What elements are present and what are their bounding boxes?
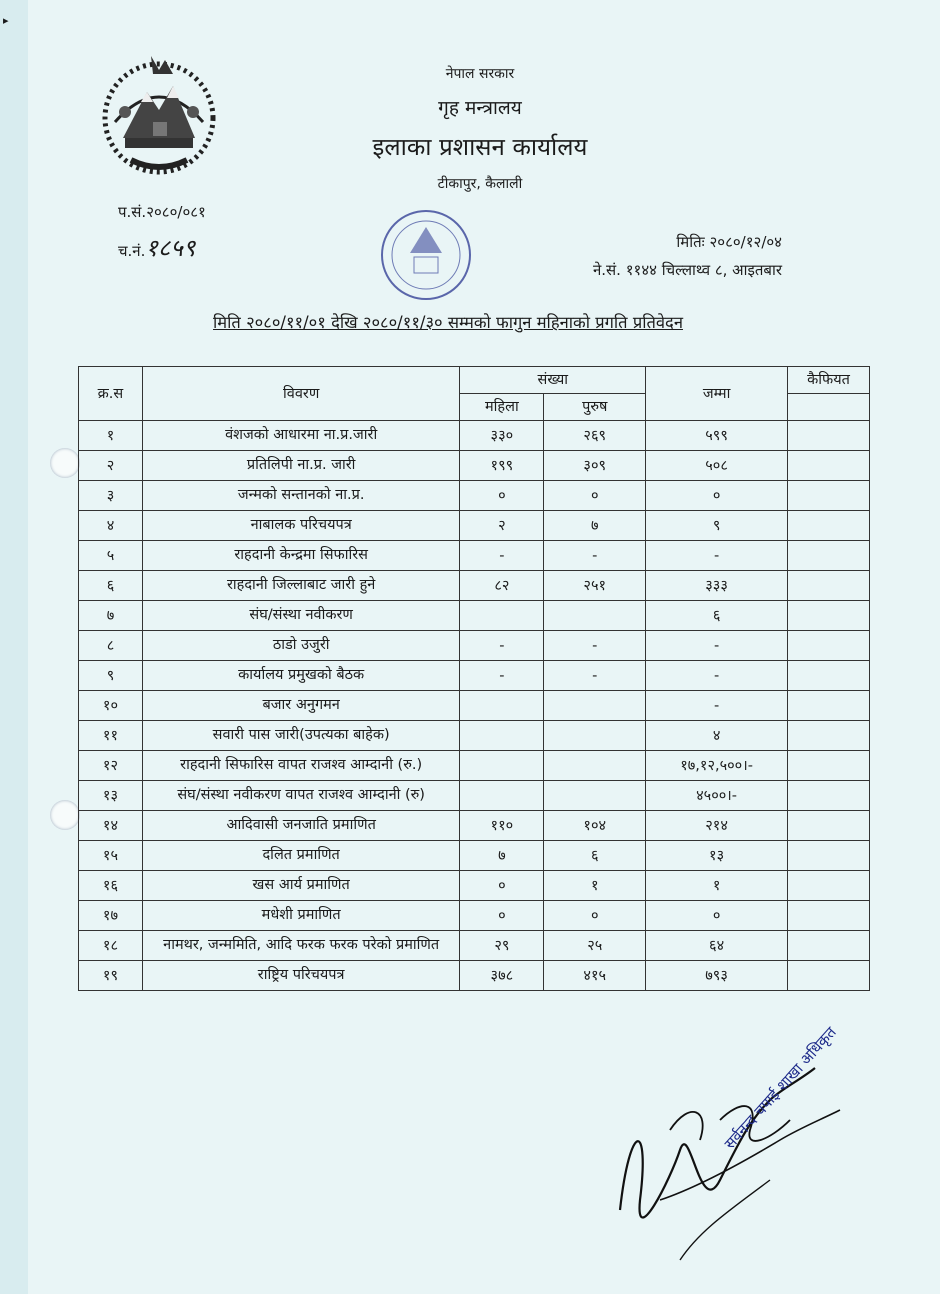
- cell-male: २६९: [544, 421, 646, 451]
- cell-description: राहदानी जिल्लाबाट जारी हुने: [142, 571, 459, 601]
- cell-female: ३७८: [460, 961, 544, 991]
- cell-female: [460, 601, 544, 631]
- cell-female: १९९: [460, 451, 544, 481]
- cell-total: -: [646, 541, 788, 571]
- cell-total: ६: [646, 601, 788, 631]
- cell-total: ९: [646, 511, 788, 541]
- cell-male: [544, 691, 646, 721]
- ps-value: २०८०/०८१: [146, 203, 206, 221]
- cell-total: ५९९: [646, 421, 788, 451]
- header-remarks: कैफियत: [788, 367, 870, 394]
- cell-remarks: [788, 601, 870, 631]
- table-row: [79, 601, 870, 631]
- date-nepal-sambat: ने.सं. ११४४ चिल्लाथ्व ८, आइतबार: [592, 261, 782, 279]
- government-name: नेपाल सरकार: [445, 66, 515, 82]
- table-row: [79, 421, 870, 451]
- cell-remarks: [788, 541, 870, 571]
- cell-sn: १३: [79, 781, 143, 811]
- table-row: [79, 871, 870, 901]
- cell-total: ४: [646, 721, 788, 751]
- cell-sn: ३: [79, 481, 143, 511]
- cell-female: ७: [460, 841, 544, 871]
- cell-total: -: [646, 631, 788, 661]
- cell-sn: ११: [79, 721, 143, 751]
- progress-table: [78, 366, 870, 991]
- reference-ps: [118, 202, 206, 222]
- cell-remarks: [788, 721, 870, 751]
- table-row: [79, 481, 870, 511]
- table-row: [79, 511, 870, 541]
- cell-female: ३३०: [460, 421, 544, 451]
- cell-remarks: [788, 421, 870, 451]
- cell-description: राष्ट्रिय परिचयपत्र: [142, 961, 459, 991]
- office-name: इलाका प्रशासन कार्यालय: [372, 133, 588, 161]
- header-description: विवरण: [142, 367, 459, 421]
- cell-description: बजार अनुगमन: [142, 691, 459, 721]
- cell-female: २९: [460, 931, 544, 961]
- cell-female: ११०: [460, 811, 544, 841]
- official-stamp-text: सर्वनन्द चपाई शाखा अधिकृत: [720, 1023, 840, 1153]
- cell-total: -: [646, 691, 788, 721]
- cell-female: [460, 691, 544, 721]
- cell-total: १७,१२,५००।-: [646, 751, 788, 781]
- cell-female: [460, 781, 544, 811]
- cell-description: संघ/संस्था नवीकरण वापत राजश्व आम्दानी (रु): [142, 781, 459, 811]
- cell-description: प्रतिलिपी ना.प्र. जारी: [142, 451, 459, 481]
- table-row: [79, 931, 870, 961]
- cell-sn: ९: [79, 661, 143, 691]
- cell-total: ७९३: [646, 961, 788, 991]
- cell-remarks: [788, 691, 870, 721]
- cell-sn: ६: [79, 571, 143, 601]
- cell-female: [460, 721, 544, 751]
- header-sn: क्र.स: [79, 367, 143, 421]
- cell-sn: ४: [79, 511, 143, 541]
- table-row: [79, 451, 870, 481]
- cell-remarks: [788, 751, 870, 781]
- table-header-row: [79, 367, 870, 394]
- cell-male: ३०९: [544, 451, 646, 481]
- cell-remarks: [788, 631, 870, 661]
- cell-female: ०: [460, 871, 544, 901]
- cell-total: ४५००।-: [646, 781, 788, 811]
- cell-male: [544, 601, 646, 631]
- cell-description: आदिवासी जनजाति प्रमाणित: [142, 811, 459, 841]
- cell-sn: ७: [79, 601, 143, 631]
- cell-description: नामथर, जन्ममिति, आदि फरक फरक परेको प्रमाणित: [142, 931, 459, 961]
- cell-description: नाबालक परिचयपत्र: [142, 511, 459, 541]
- cell-male: ०: [544, 481, 646, 511]
- cell-total: ३३३: [646, 571, 788, 601]
- header-female: महिला: [460, 394, 544, 421]
- table-row: [79, 571, 870, 601]
- table-row: [79, 781, 870, 811]
- cell-total: १३: [646, 841, 788, 871]
- date-miti: मितिः २०८०/१२/०४: [676, 233, 782, 251]
- office-location: टीकापुर, कैलाली: [437, 176, 523, 192]
- cell-description: संघ/संस्था नवीकरण: [142, 601, 459, 631]
- cell-remarks: [788, 931, 870, 961]
- cell-male: २५१: [544, 571, 646, 601]
- cell-male: [544, 721, 646, 751]
- table-row: [79, 751, 870, 781]
- cell-male: ७: [544, 511, 646, 541]
- table-row: [79, 901, 870, 931]
- cell-sn: १०: [79, 691, 143, 721]
- punch-hole-bottom: [50, 800, 80, 830]
- table-row: [79, 631, 870, 661]
- cell-description: कार्यालय प्रमुखको बैठक: [142, 661, 459, 691]
- cell-sn: १५: [79, 841, 143, 871]
- cell-female: -: [460, 661, 544, 691]
- cell-remarks: [788, 781, 870, 811]
- cell-sn: २: [79, 451, 143, 481]
- cell-total: ५०८: [646, 451, 788, 481]
- cell-total: ०: [646, 901, 788, 931]
- header-count: संख्या: [460, 367, 646, 394]
- header-remarks-blank: [788, 394, 870, 421]
- table-row: [79, 811, 870, 841]
- cell-total: २१४: [646, 811, 788, 841]
- header-total: जम्मा: [646, 367, 788, 421]
- header-male: पुरुष: [544, 394, 646, 421]
- cell-male: १०४: [544, 811, 646, 841]
- ministry-name: गृह मन्त्रालय: [438, 97, 522, 119]
- cell-sn: १७: [79, 901, 143, 931]
- cell-sn: १९: [79, 961, 143, 991]
- table-row: [79, 691, 870, 721]
- cn-label: च.नं.: [118, 242, 146, 260]
- punch-hole-top: [50, 448, 80, 478]
- cell-remarks: [788, 841, 870, 871]
- cell-description: सवारी पास जारी(उपत्यका बाहेक): [142, 721, 459, 751]
- cell-sn: ८: [79, 631, 143, 661]
- table-row: [79, 721, 870, 751]
- cell-total: १: [646, 871, 788, 901]
- cell-male: ०: [544, 901, 646, 931]
- cell-description: ठाडो उजुरी: [142, 631, 459, 661]
- cell-total: -: [646, 661, 788, 691]
- office-stamp-icon: [372, 205, 480, 305]
- cell-sn: १८: [79, 931, 143, 961]
- cell-female: ०: [460, 901, 544, 931]
- cell-description: खस आर्य प्रमाणित: [142, 871, 459, 901]
- cell-male: -: [544, 661, 646, 691]
- cell-female: -: [460, 631, 544, 661]
- cell-remarks: [788, 481, 870, 511]
- cell-description: जन्मको सन्तानको ना.प्र.: [142, 481, 459, 511]
- cell-description: राहदानी केन्द्रमा सिफारिस: [142, 541, 459, 571]
- cell-female: ०: [460, 481, 544, 511]
- cn-value: १८५९: [145, 234, 196, 262]
- cell-male: ६: [544, 841, 646, 871]
- report-title: मिति २०८०/११/०१ देखि २०८०/११/३० सम्मको फागुन महिनाको प्रगति प्रतिवेदन: [213, 313, 683, 332]
- reference-cn: [118, 231, 195, 264]
- cell-description: दलित प्रमाणित: [142, 841, 459, 871]
- cell-sn: १६: [79, 871, 143, 901]
- nepal-emblem-icon: [95, 52, 223, 176]
- cell-total: ०: [646, 481, 788, 511]
- cell-description: राहदानी सिफारिस वापत राजश्व आम्दानी (रु.): [142, 751, 459, 781]
- cell-male: ४१५: [544, 961, 646, 991]
- cell-female: २: [460, 511, 544, 541]
- cell-male: २५: [544, 931, 646, 961]
- cell-male: -: [544, 541, 646, 571]
- handwritten-signature-icon: [600, 1060, 860, 1270]
- cell-sn: १४: [79, 811, 143, 841]
- cell-female: ८२: [460, 571, 544, 601]
- cell-remarks: [788, 661, 870, 691]
- cell-total: ६४: [646, 931, 788, 961]
- cell-male: -: [544, 631, 646, 661]
- cell-female: -: [460, 541, 544, 571]
- cell-sn: १२: [79, 751, 143, 781]
- table-row: [79, 661, 870, 691]
- cell-remarks: [788, 961, 870, 991]
- cell-description: वंशजको आधारमा ना.प्र.जारी: [142, 421, 459, 451]
- table-row: [79, 841, 870, 871]
- ps-label: प.सं.: [118, 203, 147, 221]
- cell-female: [460, 751, 544, 781]
- cell-remarks: [788, 451, 870, 481]
- cell-sn: ५: [79, 541, 143, 571]
- cell-male: [544, 751, 646, 781]
- cell-male: [544, 781, 646, 811]
- cell-remarks: [788, 571, 870, 601]
- table-row: [79, 961, 870, 991]
- cell-remarks: [788, 511, 870, 541]
- cell-remarks: [788, 871, 870, 901]
- cell-male: १: [544, 871, 646, 901]
- table-row: [79, 541, 870, 571]
- corner-mark: ▸: [3, 14, 9, 27]
- cell-description: मधेशी प्रमाणित: [142, 901, 459, 931]
- cell-remarks: [788, 901, 870, 931]
- cell-remarks: [788, 811, 870, 841]
- cell-sn: १: [79, 421, 143, 451]
